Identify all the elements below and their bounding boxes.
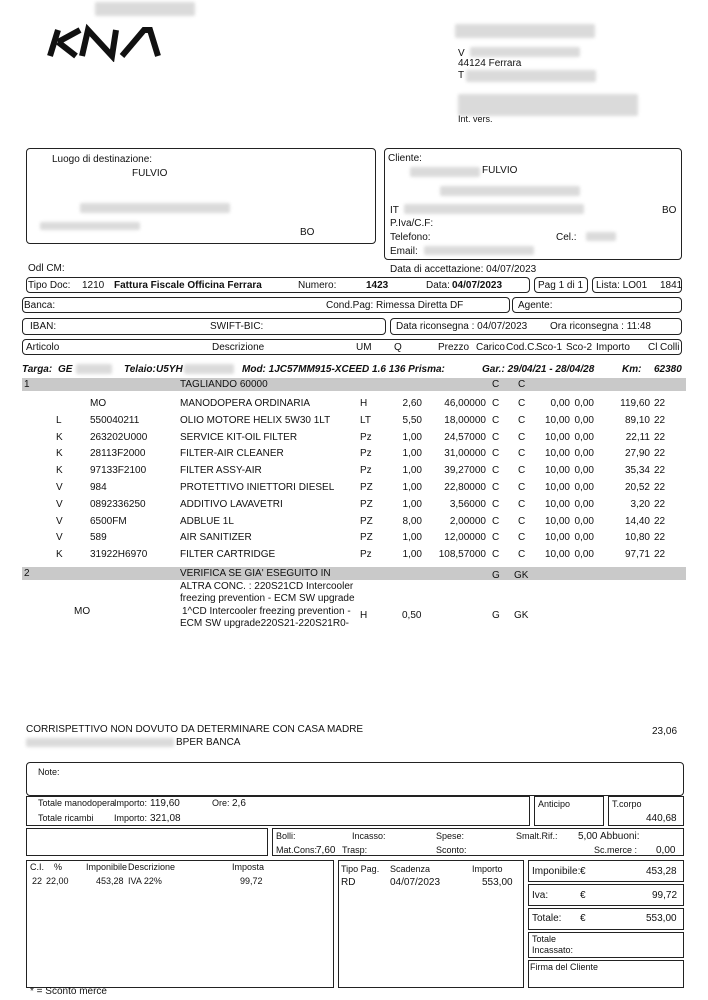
tipo-doc-name: Fattura Fiscale Officina Ferrara	[114, 280, 262, 291]
line-description: FILTER ASSY-AIR	[180, 465, 262, 477]
line-type: V	[56, 498, 63, 510]
scmerce-value: 0,00	[656, 845, 676, 856]
line-vat-class: 22	[654, 532, 666, 544]
line-sconto-1: 10,00	[544, 431, 570, 443]
iva-label: Iva:	[532, 890, 549, 901]
client-province: BO	[662, 205, 677, 216]
redacted-phone	[466, 70, 596, 82]
line-amount: 14,40	[624, 515, 650, 527]
line-quantity: 1,00	[402, 431, 422, 443]
line-unit: Pz	[360, 549, 372, 561]
totale-currency: €	[580, 913, 586, 924]
line-price: 22,80000	[444, 482, 486, 493]
km-label: Km:	[622, 364, 642, 375]
line-description: PROTETTIVO INIETTORI DIESEL	[180, 482, 335, 493]
company-int-vers: Int. vers.	[458, 114, 493, 124]
redacted-telaio	[184, 364, 234, 374]
line-vat-class: 22	[654, 498, 666, 510]
smalt-label: Smalt.Rif.:	[516, 831, 558, 841]
line-cod-c: C	[518, 515, 526, 527]
client-email-label: Email:	[390, 246, 418, 257]
vat-row-imponibile: 453,28	[96, 876, 124, 886]
line-description: ADBLUE 1L	[180, 515, 234, 527]
line-code: 28113F2000	[90, 448, 146, 460]
line-price: 24,57000	[444, 431, 486, 443]
col-sco1: Sco-1	[536, 342, 563, 353]
table-row	[0, 482, 708, 498]
totale-label: Totale:	[532, 913, 562, 924]
group2-codc: GK	[514, 570, 529, 581]
redacted-client-first	[410, 167, 480, 177]
telaio-value: U5YH	[156, 364, 183, 375]
pay-head-tipo: Tipo Pag.	[341, 864, 380, 874]
line-vat-class: 22	[654, 431, 666, 443]
model: Mod: 1JC57MM915-XCEED 1.6 136 Prisma:	[242, 364, 445, 375]
line-code: 97133F2100	[90, 465, 147, 477]
line-code: 589	[90, 532, 107, 544]
vat-row-desc: IVA 22%	[128, 876, 162, 886]
totale-ricambi-value: 321,08	[150, 813, 181, 824]
line-vat-class: 22	[654, 482, 666, 493]
pay-head-scadenza: Scadenza	[390, 864, 431, 874]
line-cod-c: C	[518, 498, 526, 510]
vat-row-ci: 22	[32, 876, 43, 886]
line-unit: PZ	[360, 515, 373, 527]
line-quantity: 1,00	[402, 498, 422, 510]
line-code: 550040211	[90, 414, 140, 426]
line-amount: 27,90	[624, 448, 650, 460]
scan-smudge	[95, 2, 195, 16]
redacted-fiscal	[458, 94, 638, 116]
line-code: 0892336250	[90, 498, 146, 510]
line-description: FILTER-AIR CLEANER	[180, 448, 284, 460]
line-type: V	[56, 532, 63, 544]
list-label: Lista: LO01	[596, 280, 648, 291]
line-type: K	[56, 465, 63, 477]
line-amount: 119,60	[620, 398, 650, 409]
line-quantity: 1,00	[402, 448, 422, 460]
company-phone: T	[458, 70, 465, 81]
client-country: IT	[390, 205, 399, 216]
line-sconto-1: 10,00	[544, 532, 570, 544]
line-price: 46,00000	[444, 398, 486, 409]
line-unit: PZ	[360, 532, 373, 544]
ricambi-importo-label: Importo:	[114, 813, 148, 823]
pay-row-scadenza: 04/07/2023	[390, 877, 441, 888]
line-type: V	[56, 482, 63, 493]
line-quantity: 1,00	[402, 482, 422, 493]
line-type: K	[56, 448, 63, 460]
line-description: MANODOPERA ORDINARIA	[180, 398, 311, 409]
line-sconto-1: 10,00	[544, 515, 570, 527]
line-sconto-2: 0,00	[574, 465, 594, 477]
totale-value: 553,00	[646, 913, 677, 924]
line-carico: C	[492, 431, 500, 443]
telaio-label: Telaio:	[124, 364, 156, 375]
col-um: UM	[356, 342, 372, 353]
table-row	[0, 499, 708, 515]
line-cod-c: C	[518, 482, 526, 493]
company-city: 44124 Ferrara	[458, 58, 522, 69]
notes-label: Note:	[38, 767, 60, 777]
group2-extra-2: freezing prevention - ECM SW upgrade	[180, 593, 355, 604]
line-sconto-2: 0,00	[574, 515, 594, 527]
table-row	[0, 432, 708, 448]
ore-value: 2,6	[232, 798, 246, 809]
line-sconto-1: 10,00	[544, 448, 570, 460]
line-unit: Pz	[360, 431, 372, 443]
line-sconto-2: 0,00	[574, 532, 594, 544]
line-amount: 20,52	[624, 482, 650, 493]
line-code: 6500FM	[90, 515, 127, 527]
client-label: Cliente:	[388, 153, 422, 164]
line-price: 31,00000	[444, 448, 486, 460]
group2-number: 2	[24, 568, 30, 579]
line-vat-class: 22	[654, 414, 666, 426]
agente-label: Agente:	[518, 300, 553, 311]
group2-line-code: MO	[74, 606, 91, 617]
vat-row-pct: 22,00	[46, 876, 69, 886]
col-descrizione: Descrizione	[212, 342, 265, 353]
redacted-dest-city	[40, 222, 140, 230]
totale-ricambi-label: Totale ricambi	[38, 813, 94, 823]
line-price: 39,27000	[444, 465, 486, 477]
line-carico: C	[492, 448, 500, 460]
banca-label: Banca:	[24, 300, 56, 311]
line-code: 31922H6970	[90, 549, 148, 561]
pay-head-importo: Importo	[472, 864, 503, 874]
signature-label: Firma del Cliente	[530, 962, 599, 972]
line-description: FILTER CARTRIDGE	[180, 549, 276, 561]
line-sconto-2: 0,00	[574, 448, 594, 460]
iva-value: 99,72	[652, 890, 678, 901]
col-articolo: Articolo	[26, 342, 60, 353]
line-quantity: 1,00	[402, 549, 422, 561]
line-carico: C	[492, 532, 500, 544]
line-vat-class: 22	[654, 448, 666, 460]
line-sconto-1: 0,00	[550, 398, 570, 409]
line-code: MO	[90, 398, 107, 409]
line-carico: C	[492, 465, 500, 477]
line-vat-class: 22	[654, 515, 666, 527]
line-vat-class: 22	[654, 398, 666, 409]
list-number: 1841	[660, 280, 683, 291]
line-unit: Pz	[360, 465, 372, 477]
client-name: FULVIO	[482, 165, 518, 176]
incasso-label: Incasso:	[352, 831, 386, 841]
line-sconto-1: 10,00	[544, 549, 570, 561]
line-unit: LT	[360, 414, 371, 426]
acceptance-date: Data di accettazione: 04/07/2023	[390, 264, 537, 275]
redacted-client-city	[404, 204, 584, 214]
km-value: 62380	[654, 364, 682, 375]
line-cod-c: C	[518, 398, 526, 409]
vat-head-imposta: Imposta	[232, 862, 265, 872]
blank-box	[26, 828, 268, 856]
pay-row-tipo: RD	[341, 877, 356, 888]
redacted-email	[424, 246, 534, 255]
line-sconto-2: 0,00	[574, 482, 594, 493]
destination-province: BO	[300, 227, 315, 238]
imponibile-value: 453,28	[646, 866, 677, 877]
cond-pag: Cond.Pag: Rimessa Diretta DF	[326, 300, 464, 311]
line-unit: PZ	[360, 498, 373, 510]
redacted-bank-prefix	[26, 738, 174, 747]
client-phone-label: Telefono:	[390, 232, 431, 243]
incassato-label-1: Totale	[532, 934, 557, 944]
table-row	[0, 448, 708, 464]
line-cod-c: C	[518, 549, 526, 561]
line-price: 12,00000	[444, 532, 486, 544]
odl-label: Odl CM:	[28, 263, 65, 274]
line-amount: 10,80	[624, 532, 650, 544]
table-row	[0, 532, 708, 548]
col-prezzo: Prezzo	[438, 342, 470, 353]
group1-number: 1	[24, 379, 30, 390]
group2-line-carico: G	[492, 610, 500, 621]
line-sconto-1: 10,00	[544, 482, 570, 493]
line-amount: 89,10	[624, 414, 650, 426]
trasp-label: Trasp:	[342, 845, 368, 855]
line-price: 3,56000	[449, 498, 486, 510]
spese-label: Spese:	[436, 831, 465, 841]
totale-manodopera-label: Totale manodopera	[38, 798, 116, 808]
line-sconto-1: 10,00	[544, 414, 570, 426]
line-sconto-1: 10,00	[544, 465, 570, 477]
bolli-label: Bolli:	[276, 831, 296, 841]
imponibile-label: Imponibile:	[532, 866, 581, 877]
line-amount: 22,11	[625, 431, 650, 443]
abbuoni-label: Abbuoni:	[600, 831, 640, 842]
line-amount: 3,20	[630, 498, 650, 510]
sconto-label: Sconto:	[436, 845, 467, 855]
group2-shading	[22, 567, 686, 580]
targa-label: Targa:	[22, 364, 53, 375]
redacted-dest-street	[80, 203, 230, 213]
incassato-label-2: Incassato:	[532, 945, 574, 955]
destination-label: Luogo di destinazione:	[52, 154, 153, 165]
line-quantity: 1,00	[402, 532, 422, 544]
line-carico: C	[492, 549, 500, 561]
vat-head-pct: %	[54, 862, 63, 872]
scmerce-label: Sc.merce :	[594, 845, 638, 855]
vat-row-imposta: 99,72	[240, 876, 263, 886]
line-sconto-2: 0,00	[574, 398, 594, 409]
group1-carico: C	[492, 379, 500, 390]
line-cod-c: C	[518, 465, 526, 477]
swift-label: SWIFT-BIC:	[210, 321, 264, 332]
data-label: Data:	[426, 280, 450, 291]
iban-label: IBAN:	[30, 321, 57, 332]
line-price: 108,57000	[438, 549, 486, 561]
group1-title: TAGLIANDO 60000	[180, 379, 268, 390]
tcorpo-value: 440,68	[646, 813, 677, 824]
page-number: Pag 1 di 1	[538, 280, 584, 291]
line-price: 18,00000	[444, 414, 486, 426]
line-amount: 35,34	[624, 465, 650, 477]
redacted-company-name	[455, 24, 595, 38]
table-row	[0, 398, 708, 414]
client-piva-label: P.Iva/C.F:	[390, 218, 434, 229]
matcons-value: 7,60	[316, 845, 336, 856]
ora-riconsegna: Ora riconsegna : 11:48	[550, 321, 651, 332]
vat-box	[26, 860, 334, 988]
line-quantity: 8,00	[402, 515, 422, 527]
smalt-value: 5,00	[578, 831, 598, 842]
line-unit: H	[360, 398, 368, 409]
col-q: Q	[394, 342, 402, 353]
group2-extra-1: ALTRA CONC. : 220S21CD Intercooler	[180, 581, 354, 592]
line-type: K	[56, 549, 63, 561]
line-unit: PZ	[360, 482, 373, 493]
data-value: 04/07/2023	[452, 280, 503, 291]
table-row	[0, 465, 708, 481]
targa-value: GE	[58, 364, 73, 375]
matcons-label: Mat.Cons:	[276, 845, 318, 855]
client-cel-label: Cel.:	[556, 232, 577, 243]
col-cl: Cl	[648, 342, 658, 353]
line-sconto-1: 10,00	[544, 498, 570, 510]
line-carico: C	[492, 414, 500, 426]
vat-head-ci: C.I.	[30, 862, 45, 872]
redacted-client-street	[440, 186, 580, 196]
line-type: V	[56, 515, 63, 527]
group2-line-desc-2: ECM SW upgrade220S21-220S21R0-	[180, 618, 349, 629]
numero-value: 1423	[366, 280, 389, 291]
line-vat-class: 22	[654, 465, 666, 477]
tcorpo-label: T.corpo	[612, 799, 642, 809]
line-quantity: 1,00	[402, 465, 422, 477]
group2-carico: G	[492, 570, 500, 581]
imponibile-currency: €	[580, 866, 586, 877]
line-vat-class: 22	[654, 549, 666, 561]
group1-shading	[22, 378, 686, 391]
line-code: 263202U000	[90, 431, 148, 443]
vat-head-descrizione: Descrizione	[128, 862, 176, 872]
destination-name: FULVIO	[132, 168, 168, 179]
line-cod-c: C	[518, 431, 526, 443]
company-address: V	[458, 48, 465, 59]
col-colli: Colli	[660, 342, 680, 353]
col-sco2: Sco-2	[566, 342, 593, 353]
anticipo-label: Anticipo	[538, 799, 571, 809]
note-line: CORRISPETTIVO NON DOVUTO DA DETERMINARE CON CASA MADRE	[26, 724, 364, 735]
line-description: SERVICE KIT-OIL FILTER	[180, 431, 298, 443]
vat-head-imponibile: Imponibile	[86, 862, 128, 872]
kia-logo	[46, 22, 166, 62]
group2-line-um: H	[360, 610, 368, 621]
line-price: 2,00000	[449, 515, 486, 527]
numero-label: Numero:	[298, 280, 337, 291]
note-amount: 23,06	[652, 726, 678, 737]
group2-line-codc: GK	[514, 610, 529, 621]
line-carico: C	[492, 398, 500, 409]
table-row	[0, 415, 708, 431]
line-unit: Pz	[360, 448, 372, 460]
line-quantity: 2,60	[402, 398, 422, 409]
manodopera-importo-label: Importo:	[114, 798, 148, 808]
group1-codc: C	[518, 379, 526, 390]
line-carico: C	[492, 482, 500, 493]
group2-title: VERIFICA SE GIA' ESEGUITO IN	[180, 568, 331, 579]
line-sconto-2: 0,00	[574, 431, 594, 443]
redacted-address	[470, 47, 580, 57]
table-row	[0, 516, 708, 532]
line-description: AIR SANITIZER	[180, 532, 252, 544]
line-type: L	[56, 414, 62, 426]
footnote: * = Sconto merce	[30, 986, 107, 997]
line-description: ADDITIVO LAVAVETRI	[180, 498, 283, 510]
col-importo: Importo	[596, 342, 630, 353]
line-carico: C	[492, 515, 500, 527]
line-sconto-2: 0,00	[574, 498, 594, 510]
line-type: K	[56, 431, 63, 443]
tipo-doc-code: 1210	[82, 280, 105, 291]
line-cod-c: C	[518, 414, 526, 426]
line-description: OLIO MOTORE HELIX 5W30 1LT	[180, 414, 331, 426]
data-riconsegna: Data riconsegna : 04/07/2023	[396, 321, 528, 332]
pay-row-importo: 553,00	[482, 877, 513, 888]
totale-manodopera-value: 119,60	[150, 798, 180, 809]
redacted-targa	[76, 364, 112, 374]
warranty: Gar.: 29/04/21 - 28/04/28	[482, 364, 595, 375]
line-quantity: 5,50	[402, 414, 422, 426]
line-sconto-2: 0,00	[574, 549, 594, 561]
group2-line-q: 0,50	[402, 610, 422, 621]
line-cod-c: C	[518, 448, 526, 460]
col-codc: Cod.C.	[506, 342, 538, 353]
line-carico: C	[492, 498, 500, 510]
tipo-doc-label: Tipo Doc:	[28, 280, 71, 291]
line-code: 984	[90, 482, 107, 493]
iva-currency: €	[580, 890, 586, 901]
ore-label: Ore:	[212, 798, 230, 808]
line-amount: 97,71	[624, 549, 650, 561]
group2-line-desc-1: 1^CD Intercooler freezing prevention -	[182, 606, 351, 617]
iban-box	[22, 318, 386, 335]
line-cod-c: C	[518, 532, 526, 544]
col-carico: Carico	[476, 342, 505, 353]
table-row	[0, 549, 708, 565]
redacted-cel	[586, 232, 616, 241]
bank-name: BPER BANCA	[176, 737, 241, 748]
notes-box	[26, 762, 684, 796]
line-sconto-2: 0,00	[574, 414, 594, 426]
